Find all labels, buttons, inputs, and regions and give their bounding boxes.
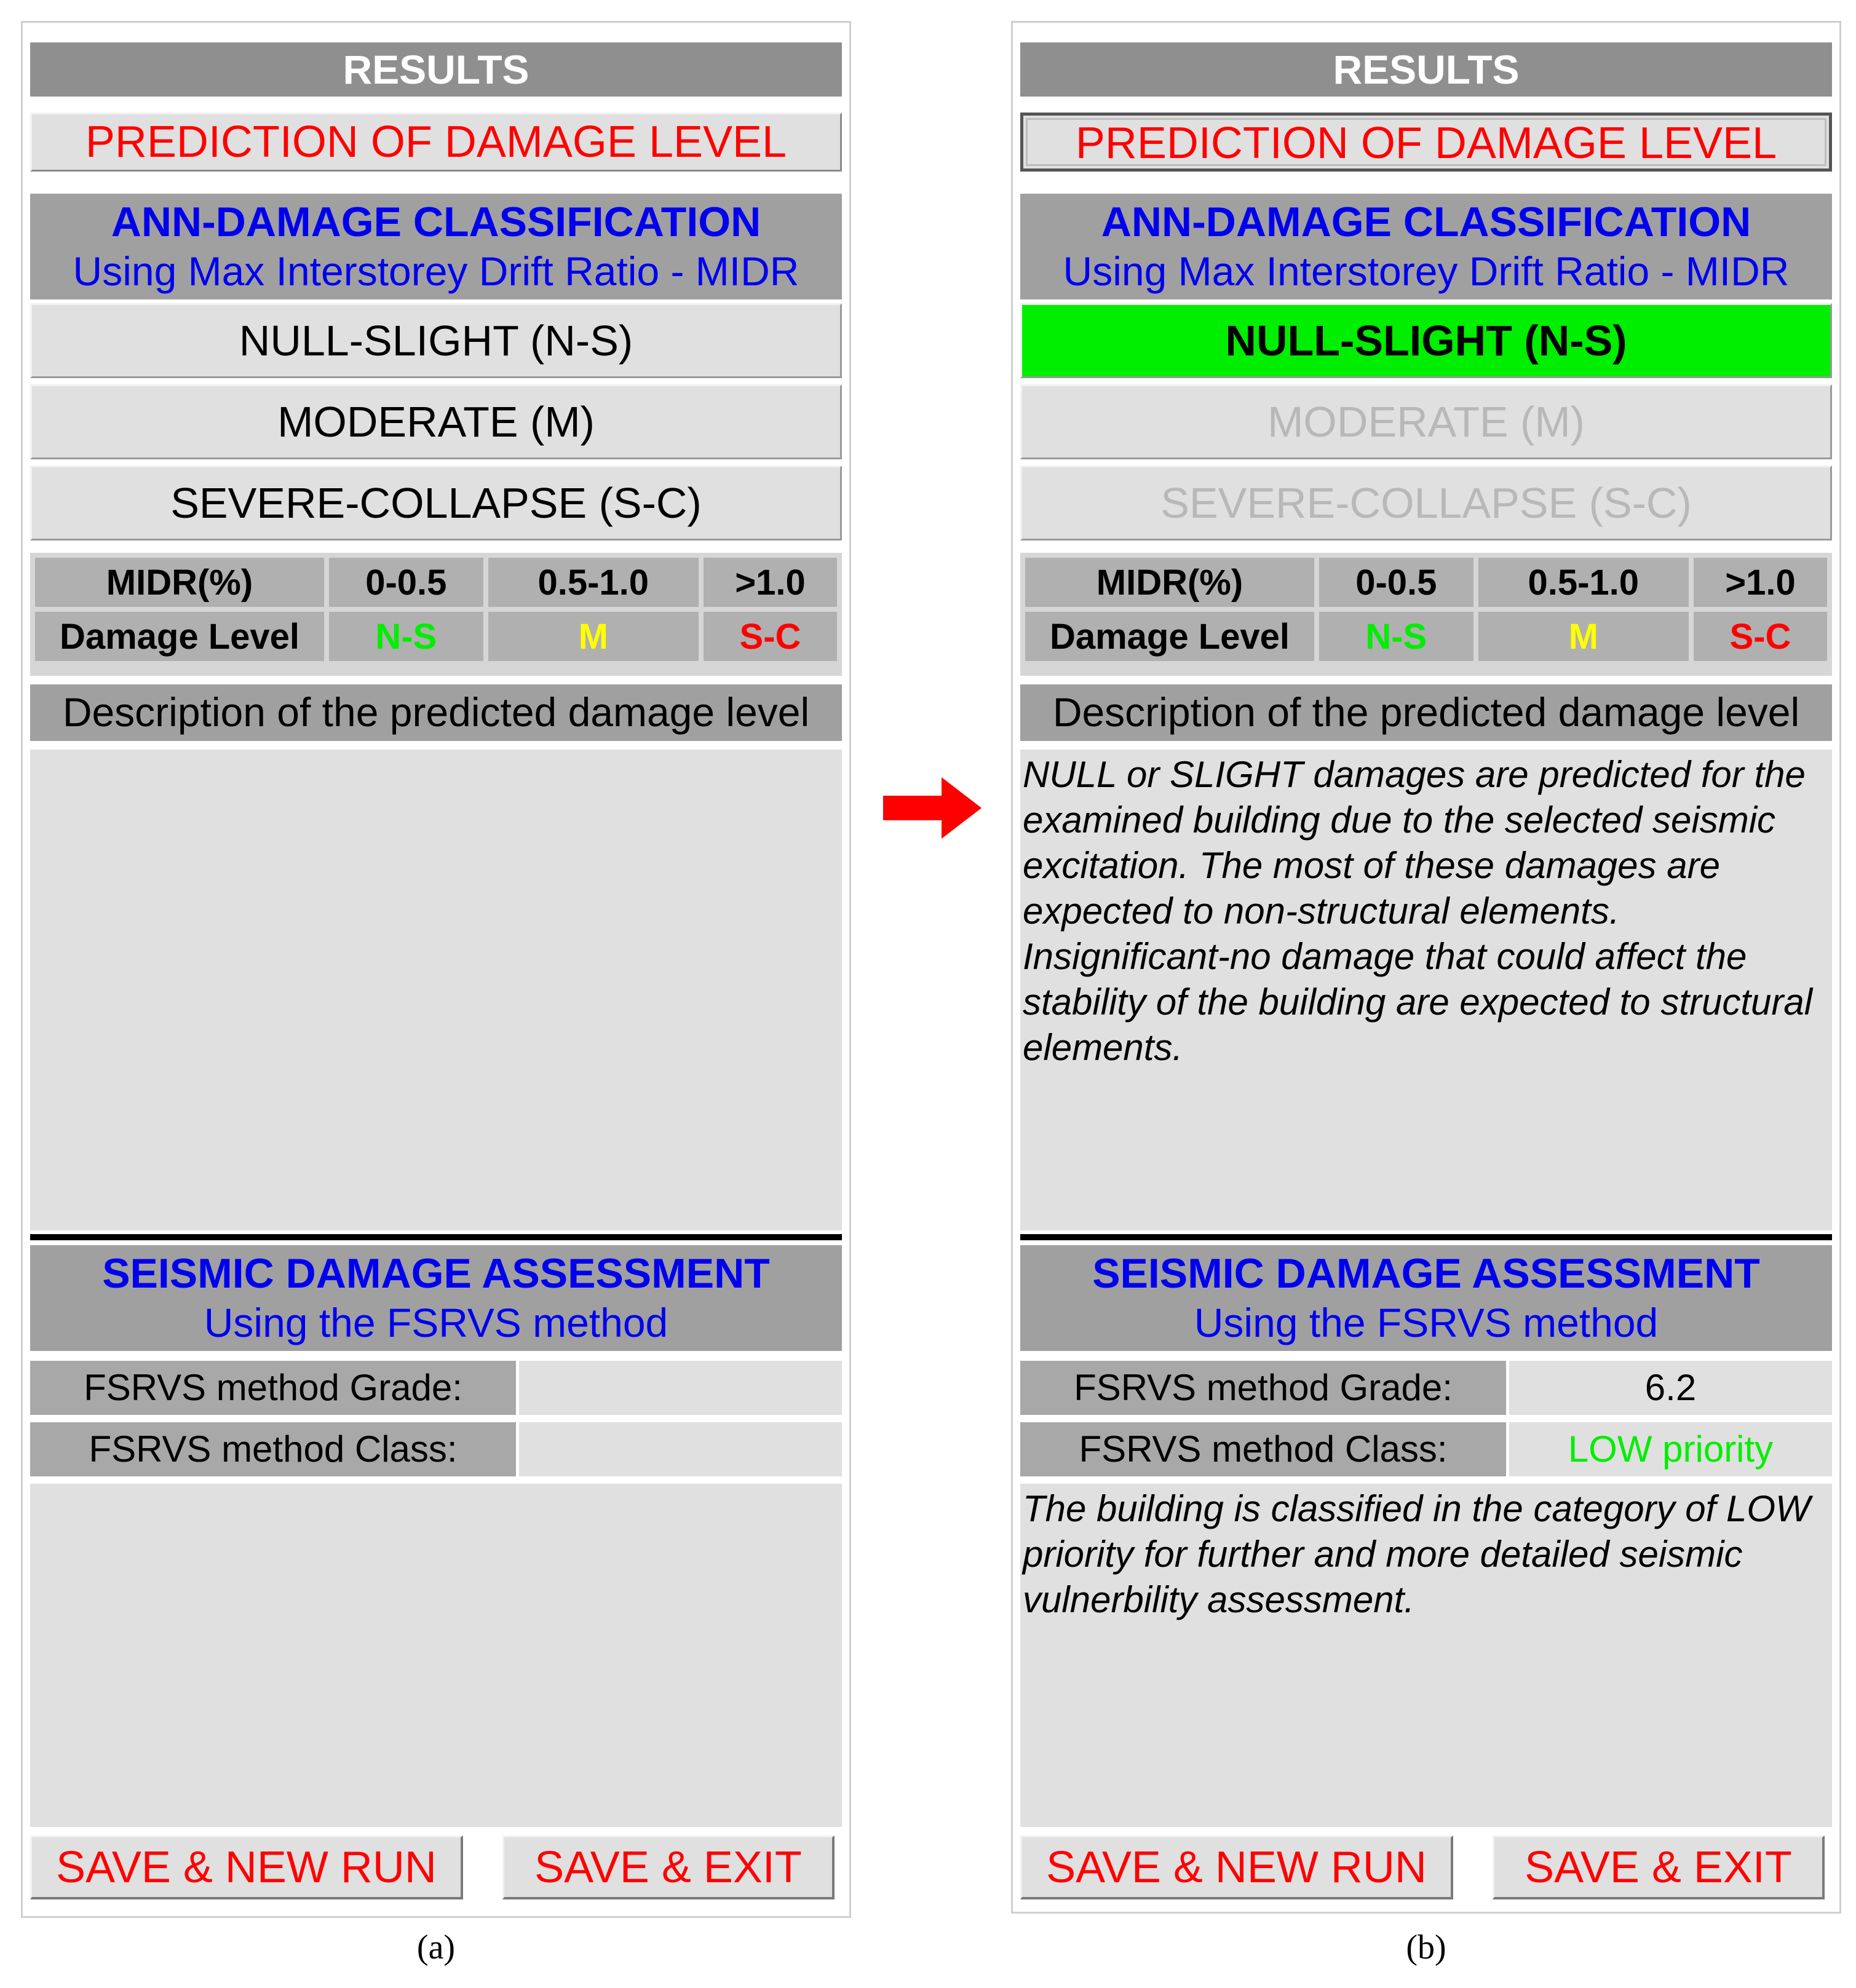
- prediction-button[interactable]: PREDICTION OF DAMAGE LEVEL: [30, 113, 842, 172]
- results-title: RESULTS: [30, 42, 842, 97]
- damage-level-label: Damage Level: [35, 612, 324, 661]
- grade-row: [30, 1361, 842, 1415]
- midr-range-1: 0-0.5: [1319, 558, 1473, 607]
- damage-level-label: Damage Level: [1025, 612, 1314, 661]
- option-null-slight: NULL-SLIGHT (N-S): [1020, 303, 1832, 378]
- class-row: [1020, 1422, 1832, 1476]
- caption-b: (b): [1406, 1928, 1446, 1966]
- option-null-slight: NULL-SLIGHT (N-S): [30, 303, 842, 378]
- class-value: LOW priority: [1509, 1422, 1832, 1476]
- results-title: RESULTS: [1020, 42, 1832, 97]
- save-new-run-button[interactable]: SAVE & NEW RUN: [1020, 1836, 1453, 1899]
- midr-range-2: 0.5-1.0: [488, 558, 699, 607]
- midr-range-3: >1.0: [1694, 558, 1827, 607]
- sda-subtitle: Using the FSRVS method: [204, 1300, 668, 1345]
- grade-value: [519, 1361, 842, 1415]
- save-exit-button[interactable]: SAVE & EXIT: [1493, 1836, 1825, 1899]
- grade-value: 6.2: [1509, 1361, 1832, 1415]
- midr-header: MIDR(%): [35, 558, 324, 607]
- description-header: Description of the predicted damage level: [30, 684, 842, 741]
- class-value: [519, 1422, 842, 1476]
- damage-level-ns: N-S: [1319, 612, 1473, 661]
- section-divider: [30, 1234, 842, 1240]
- damage-level-ns: N-S: [329, 612, 483, 661]
- section-divider: [1020, 1234, 1832, 1240]
- class-label: FSRVS method Class:: [30, 1422, 516, 1476]
- damage-level-sc: S-C: [704, 612, 837, 661]
- save-exit-button[interactable]: SAVE & EXIT: [502, 1836, 835, 1899]
- midr-range-3: >1.0: [704, 558, 837, 607]
- grade-label: FSRVS method Grade:: [1020, 1361, 1506, 1415]
- grade-label: FSRVS method Grade:: [30, 1361, 516, 1415]
- grade-row: [1020, 1361, 1832, 1415]
- results-panel-a: [21, 21, 851, 1918]
- midr-header: MIDR(%): [1025, 558, 1314, 607]
- prediction-button[interactable]: PREDICTION OF DAMAGE LEVEL: [1020, 113, 1832, 172]
- sda-title: SEISMIC DAMAGE ASSESSMENT: [1092, 1250, 1760, 1297]
- description-text: NULL or SLIGHT damages are predicted for the examined building due to the selected seismic excitation. The most of these damages are expected to non-structural elements. Insignificant-no damage that could affect the stability of the building are expected to structural elements.: [1020, 750, 1832, 1230]
- option-severe-collapse: SEVERE-COLLAPSE (S-C): [1020, 465, 1832, 541]
- ann-subtitle: Using Max Interstorey Drift Ratio - MIDR: [1063, 248, 1790, 294]
- option-severe-collapse: SEVERE-COLLAPSE (S-C): [30, 465, 842, 541]
- sda-subtitle: Using the FSRVS method: [1194, 1300, 1659, 1345]
- midr-range-2: 0.5-1.0: [1478, 558, 1689, 607]
- ann-title: ANN-DAMAGE CLASSIFICATION: [1101, 199, 1751, 245]
- right-arrow-icon: [883, 777, 982, 839]
- description-header: Description of the predicted damage level: [1020, 684, 1832, 741]
- midr-range-1: 0-0.5: [329, 558, 483, 607]
- damage-level-m: M: [488, 612, 699, 661]
- ann-header: [30, 194, 842, 299]
- fsrvs-text: [30, 1484, 842, 1827]
- class-row: [30, 1422, 842, 1476]
- class-label: FSRVS method Class:: [1020, 1422, 1506, 1476]
- sda-title: SEISMIC DAMAGE ASSESSMENT: [102, 1250, 770, 1297]
- caption-a: (a): [416, 1928, 456, 1966]
- midr-table: [1020, 553, 1832, 676]
- sda-header: [30, 1245, 842, 1351]
- save-new-run-button[interactable]: SAVE & NEW RUN: [30, 1836, 463, 1899]
- ann-subtitle: Using Max Interstorey Drift Ratio - MIDR: [73, 248, 799, 294]
- midr-table: [30, 553, 842, 676]
- damage-level-m: M: [1478, 612, 1689, 661]
- results-panel-b: [1011, 21, 1841, 1914]
- sda-header: [1020, 1245, 1832, 1351]
- ann-header: [1020, 194, 1832, 299]
- description-text: [30, 750, 842, 1230]
- option-moderate: MODERATE (M): [30, 384, 842, 459]
- fsrvs-text: The building is classified in the category of LOW priority for further and more detailed seismic vulnerbility assessment.: [1020, 1484, 1832, 1827]
- ann-title: ANN-DAMAGE CLASSIFICATION: [111, 199, 761, 245]
- damage-level-sc: S-C: [1694, 612, 1827, 661]
- option-moderate: MODERATE (M): [1020, 384, 1832, 459]
